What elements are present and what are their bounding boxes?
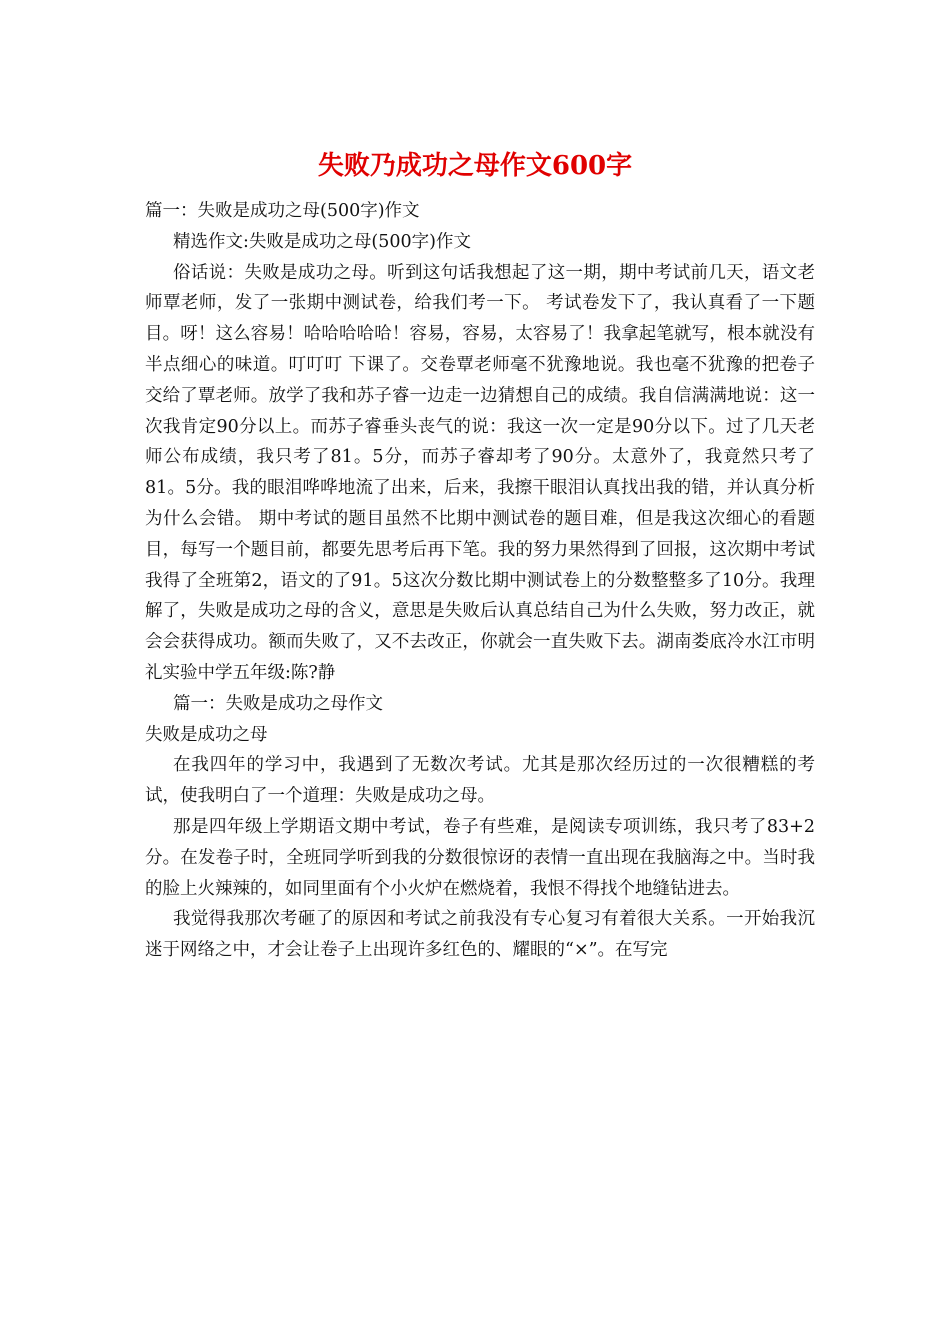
paragraph-2: 在我四年的学习中，我遇到了无数次考试。尤其是那次经历过的一次很糟糕的考试，使我明白了一个道理：失败是成功之母。 [145,755,815,807]
paragraph-3: 那是四年级上学期语文期中考试，卷子有些难，是阅读专项训练，我只考了83+2分。在发卷子时，全班同学听到我的分数很惊讶的表情一直出现在我脑海之中。当时我的脸上火辣辣的，如同里面有个小火炉在燃烧着，我恨不得找个地缝钻进去。 [145,816,815,899]
subheading-1: 精选作文:失败是成功之母(500字)作文 [173,231,471,252]
document-title: 失败乃成功之母作文600字 [317,151,633,181]
document-body [145,196,815,966]
paragraph-4: 我觉得我那次考砸了的原因和考试之前我没有专心复习有着很大关系。一开始我沉迷于网络之中，才会让卷子上出现许多红色的、耀眼的“×”。在写完 [145,909,815,961]
subheading-2: 失败是成功之母 [145,724,268,745]
section-heading-2: 篇一：失败是成功之母作文 [173,693,383,714]
section-heading-1: 篇一：失败是成功之母(500字)作文 [145,201,420,221]
paragraph-1: 俗话说：失败是成功之母。听到这句话我想起了这一期，期中考试前几天，语文老师覃老师，发了一张期中测试卷，给我们考一下。 考试卷发下了，我认真看了一下题目。呀！这么容易！哈哈哈哈哈！容易，容易，太容易了！我拿起笔就写，根本就没有半点细心的味道。叮叮叮 下课了。交卷覃老师毫不犹豫地说。我也毫不犹豫的把卷子交给了覃老师。放学了我和苏子睿一边走一边猜想自己的成绩。我自信满满地说：这一次我肯定90分以上。而苏子睿垂头丧气的说：我这一次一定是90分以下。过了几天老师公布成绩，我只考了81。5分，而苏子睿却考了90分。太意外了，我竟然只考了81。5分。我的眼泪哗哗地流了出来，后来，我擦干眼泪认真找出我的错，并认真分析为什么会错。 期中考试的题目虽然不比期中测试卷的题目难，但是我这次细心的看题目，每写一个题目前，都要先思考后再下笔。我的努力果然得到了回报，这次期中考试我得了全班第2，语文的了91。5这次分数比期中测试卷上的分数整整多了10分。我理解了，失败是成功之母的含义，意思是失败后认真总结自己为什么失败，努力改正，就会会获得成功。额而失败了，又不去改正，你就会一直失败下去。湖南娄底冷水江市明礼实验中学五年级:陈?静 [145,262,815,683]
